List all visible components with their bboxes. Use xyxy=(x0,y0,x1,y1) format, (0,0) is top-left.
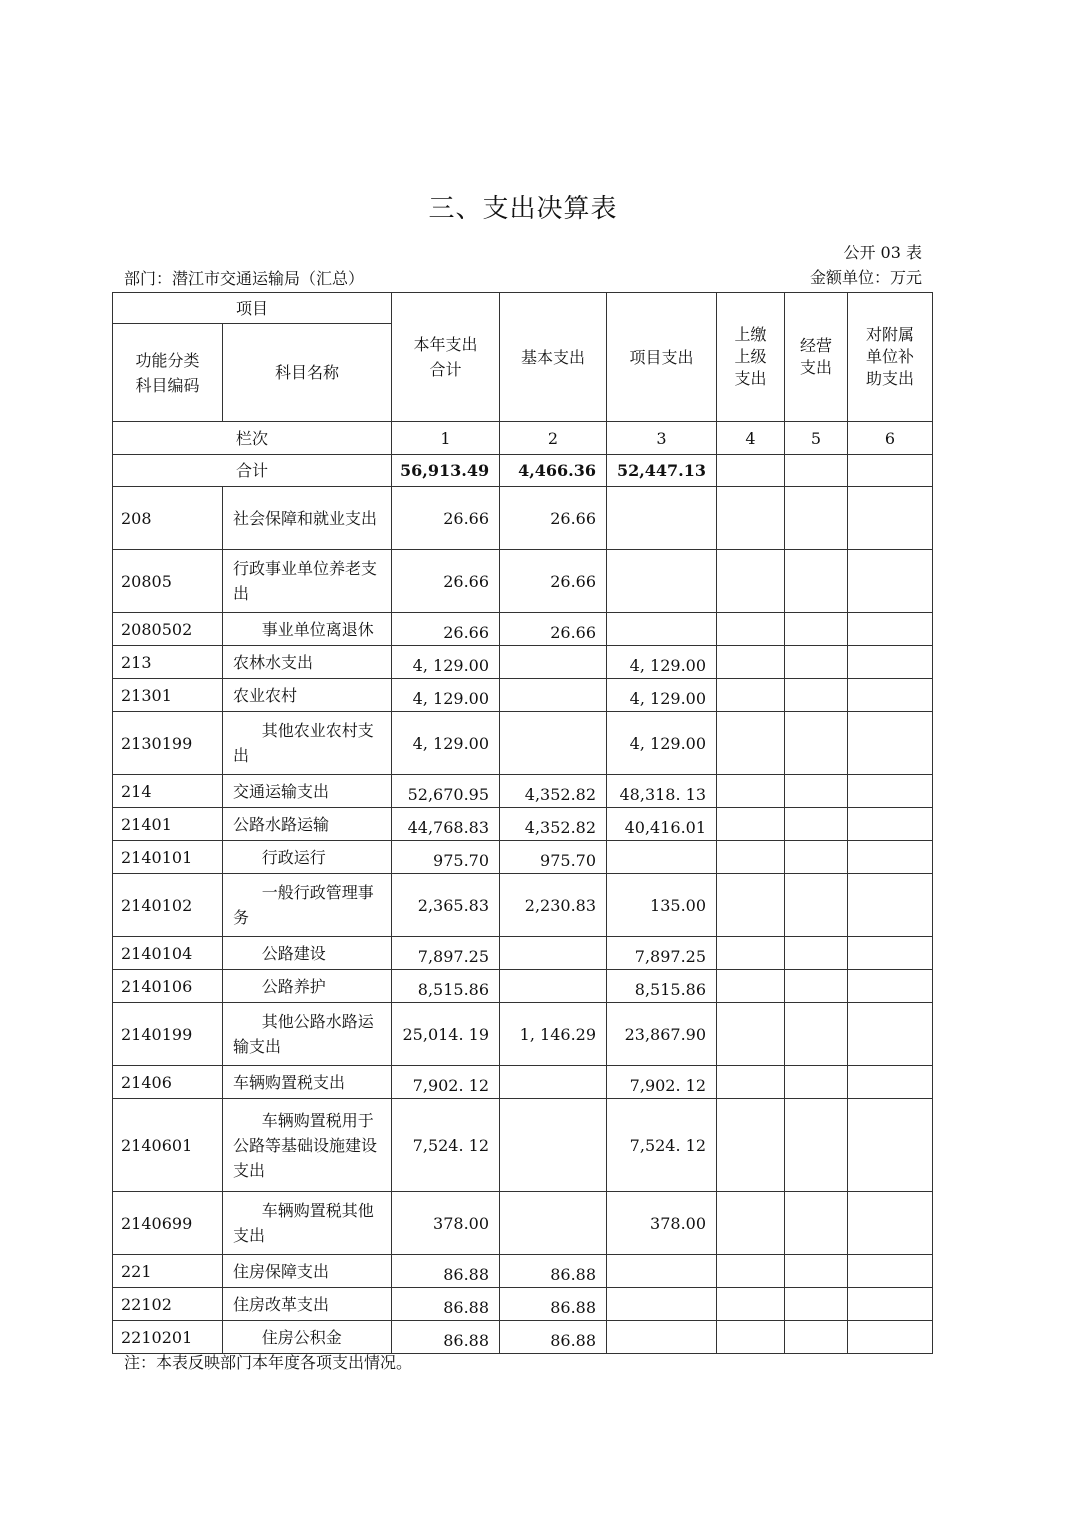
header-business: 经营 支出 xyxy=(785,293,848,422)
empty-cell xyxy=(848,550,933,613)
project-amount: 8,515.86 xyxy=(607,970,717,1003)
empty-cell xyxy=(785,970,848,1003)
table-row xyxy=(113,613,933,646)
empty-cell xyxy=(717,874,785,937)
total-amount: 26.66 xyxy=(392,487,500,550)
basic-amount: 4,352.82 xyxy=(500,808,607,841)
basic-amount: 26.66 xyxy=(500,487,607,550)
department-label: 部门：潜江市交通运输局（汇总） xyxy=(124,269,365,288)
empty-cell xyxy=(717,712,785,775)
table-row xyxy=(113,1255,933,1288)
basic-amount xyxy=(500,970,607,1003)
empty-cell xyxy=(785,613,848,646)
empty-cell xyxy=(717,1003,785,1066)
empty-cell xyxy=(848,808,933,841)
subject-code: 21301 xyxy=(113,679,223,712)
empty-cell xyxy=(717,841,785,874)
column-number: 3 xyxy=(607,422,717,455)
total-amount: 44,768.83 xyxy=(392,808,500,841)
empty-cell xyxy=(848,1288,933,1321)
table-row xyxy=(113,775,933,808)
total-amount: 86.88 xyxy=(392,1288,500,1321)
project-amount: 40,416.01 xyxy=(607,808,717,841)
empty-cell xyxy=(848,487,933,550)
basic-amount: 4,352.82 xyxy=(500,775,607,808)
empty-cell xyxy=(785,1288,848,1321)
subject-name: 车辆购置税支出 xyxy=(223,1066,392,1099)
project-amount: 4, 129.00 xyxy=(607,679,717,712)
subject-code: 2080502 xyxy=(113,613,223,646)
table-row xyxy=(113,1321,933,1354)
basic-amount: 86.88 xyxy=(500,1255,607,1288)
basic-amount: 975.70 xyxy=(500,841,607,874)
subject-name: 行政事业单位养老支出 xyxy=(223,550,392,613)
column-number-row xyxy=(113,422,933,455)
subject-name: 社会保障和就业支出 xyxy=(223,487,392,550)
project-amount xyxy=(607,841,717,874)
empty-cell xyxy=(848,1003,933,1066)
subject-name: 公路养护 xyxy=(223,970,392,1003)
total-amount: 7,902. 12 xyxy=(392,1066,500,1099)
subject-name: 行政运行 xyxy=(223,841,392,874)
empty-cell xyxy=(848,613,933,646)
header-upper: 上缴 上级 支出 xyxy=(717,293,785,422)
empty-cell xyxy=(717,937,785,970)
empty-cell xyxy=(848,937,933,970)
subject-code: 2140101 xyxy=(113,841,223,874)
table-row xyxy=(113,1066,933,1099)
total-amount: 4, 129.00 xyxy=(392,646,500,679)
basic-amount: 1, 146.29 xyxy=(500,1003,607,1066)
project-amount: 4, 129.00 xyxy=(607,712,717,775)
total-amount: 7,897.25 xyxy=(392,937,500,970)
total-amount: 56,913.49 xyxy=(392,455,500,487)
subject-name: 其他公路水路运输支出 xyxy=(223,1003,392,1066)
empty-cell xyxy=(848,841,933,874)
total-amount: 26.66 xyxy=(392,550,500,613)
basic-amount xyxy=(500,1099,607,1192)
subject-code: 2140104 xyxy=(113,937,223,970)
empty-cell xyxy=(717,1321,785,1354)
project-amount xyxy=(607,550,717,613)
empty-cell xyxy=(785,937,848,970)
basic-amount: 26.66 xyxy=(500,613,607,646)
empty-cell xyxy=(717,1192,785,1255)
subject-name: 车辆购置税用于公路等基础设施建设支出 xyxy=(223,1099,392,1192)
subject-code: 22102 xyxy=(113,1288,223,1321)
basic-amount xyxy=(500,679,607,712)
total-amount: 86.88 xyxy=(392,1321,500,1354)
empty-cell xyxy=(785,874,848,937)
table-row xyxy=(113,1288,933,1321)
empty-cell xyxy=(848,646,933,679)
table-row xyxy=(113,937,933,970)
expenditure-table xyxy=(112,292,933,1354)
empty-cell xyxy=(717,1066,785,1099)
project-amount: 7,902. 12 xyxy=(607,1066,717,1099)
basic-amount: 2,230.83 xyxy=(500,874,607,937)
empty-cell xyxy=(717,646,785,679)
subject-code: 2140601 xyxy=(113,1099,223,1192)
empty-cell xyxy=(785,1255,848,1288)
header-total: 本年支出 合计 xyxy=(392,293,500,422)
empty-cell xyxy=(717,1255,785,1288)
subject-name: 农林水支出 xyxy=(223,646,392,679)
form-number: 公开 03 表 xyxy=(843,243,922,262)
subject-code: 2140102 xyxy=(113,874,223,937)
empty-cell xyxy=(717,455,785,487)
basic-amount xyxy=(500,712,607,775)
total-amount: 975.70 xyxy=(392,841,500,874)
column-number: 1 xyxy=(392,422,500,455)
column-number: 6 xyxy=(848,422,933,455)
table-row xyxy=(113,1003,933,1066)
subject-code: 2130199 xyxy=(113,712,223,775)
empty-cell xyxy=(785,841,848,874)
total-amount: 378.00 xyxy=(392,1192,500,1255)
column-number: 4 xyxy=(717,422,785,455)
project-amount xyxy=(607,1255,717,1288)
basic-amount xyxy=(500,1066,607,1099)
empty-cell xyxy=(848,775,933,808)
subject-name: 公路水路运输 xyxy=(223,808,392,841)
subject-name: 事业单位离退休 xyxy=(223,613,392,646)
empty-cell xyxy=(848,1321,933,1354)
total-amount: 26.66 xyxy=(392,613,500,646)
basic-amount: 86.88 xyxy=(500,1321,607,1354)
table-row xyxy=(113,1099,933,1192)
header-code: 功能分类 科目编码 xyxy=(113,324,223,422)
table-row xyxy=(113,550,933,613)
empty-cell xyxy=(717,808,785,841)
total-amount: 4, 129.00 xyxy=(392,679,500,712)
column-number: 2 xyxy=(500,422,607,455)
project-amount xyxy=(607,1288,717,1321)
total-amount: 86.88 xyxy=(392,1255,500,1288)
subject-name: 车辆购置税其他支出 xyxy=(223,1192,392,1255)
empty-cell xyxy=(785,775,848,808)
table-row xyxy=(113,487,933,550)
total-amount: 8,515.86 xyxy=(392,970,500,1003)
header-basic: 基本支出 xyxy=(500,293,607,422)
subject-name: 农业农村 xyxy=(223,679,392,712)
table-row xyxy=(113,808,933,841)
project-amount: 378.00 xyxy=(607,1192,717,1255)
project-amount: 4, 129.00 xyxy=(607,646,717,679)
amount-unit-label: 金额单位：万元 xyxy=(809,268,922,287)
project-amount: 23,867.90 xyxy=(607,1003,717,1066)
footnote: 注：本表反映部门本年度各项支出情况。 xyxy=(124,1353,413,1372)
table-row xyxy=(113,874,933,937)
empty-cell xyxy=(848,455,933,487)
empty-cell xyxy=(848,1192,933,1255)
column-number: 5 xyxy=(785,422,848,455)
table-row xyxy=(113,679,933,712)
project-amount: 7,524. 12 xyxy=(607,1099,717,1192)
total-label: 合计 xyxy=(113,455,392,487)
empty-cell xyxy=(848,679,933,712)
total-amount: 52,670.95 xyxy=(392,775,500,808)
subject-code: 2210201 xyxy=(113,1321,223,1354)
table-row xyxy=(113,841,933,874)
total-amount: 2,365.83 xyxy=(392,874,500,937)
empty-cell xyxy=(785,646,848,679)
empty-cell xyxy=(785,808,848,841)
empty-cell xyxy=(717,775,785,808)
column-number-label: 栏次 xyxy=(113,422,392,455)
empty-cell xyxy=(848,970,933,1003)
header-subsidy: 对附属 单位补 助支出 xyxy=(848,293,933,422)
subject-code: 20805 xyxy=(113,550,223,613)
empty-cell xyxy=(717,1099,785,1192)
subject-code: 214 xyxy=(113,775,223,808)
subject-code: 2140699 xyxy=(113,1192,223,1255)
header-item: 项目 xyxy=(113,293,392,324)
empty-cell xyxy=(785,1066,848,1099)
basic-amount xyxy=(500,1192,607,1255)
empty-cell xyxy=(848,712,933,775)
subject-name: 公路建设 xyxy=(223,937,392,970)
total-basic: 4,466.36 xyxy=(500,455,607,487)
header-row-top xyxy=(113,293,933,324)
total-amount: 7,524. 12 xyxy=(392,1099,500,1192)
subject-code: 21401 xyxy=(113,808,223,841)
subject-name: 其他农业农村支出 xyxy=(223,712,392,775)
empty-cell xyxy=(785,550,848,613)
total-amount: 4, 129.00 xyxy=(392,712,500,775)
subject-code: 2140199 xyxy=(113,1003,223,1066)
project-amount: 7,897.25 xyxy=(607,937,717,970)
empty-cell xyxy=(717,679,785,712)
subject-code: 208 xyxy=(113,487,223,550)
subject-code: 21406 xyxy=(113,1066,223,1099)
empty-cell xyxy=(717,1288,785,1321)
subject-code: 2140106 xyxy=(113,970,223,1003)
empty-cell xyxy=(848,874,933,937)
header-name: 科目名称 xyxy=(223,324,392,422)
subject-name: 住房改革支出 xyxy=(223,1288,392,1321)
table-row xyxy=(113,970,933,1003)
header-project: 项目支出 xyxy=(607,293,717,422)
subject-name: 交通运输支出 xyxy=(223,775,392,808)
total-row xyxy=(113,455,933,487)
empty-cell xyxy=(785,487,848,550)
empty-cell xyxy=(785,455,848,487)
basic-amount: 26.66 xyxy=(500,550,607,613)
empty-cell xyxy=(848,1066,933,1099)
subject-name: 住房公积金 xyxy=(223,1321,392,1354)
empty-cell xyxy=(785,1003,848,1066)
total-amount: 25,014. 19 xyxy=(392,1003,500,1066)
subject-name: 住房保障支出 xyxy=(223,1255,392,1288)
empty-cell xyxy=(848,1099,933,1192)
empty-cell xyxy=(848,1255,933,1288)
empty-cell xyxy=(717,970,785,1003)
basic-amount xyxy=(500,937,607,970)
empty-cell xyxy=(717,487,785,550)
project-amount: 135.00 xyxy=(607,874,717,937)
project-amount xyxy=(607,487,717,550)
project-amount xyxy=(607,613,717,646)
empty-cell xyxy=(785,1321,848,1354)
table-row xyxy=(113,1192,933,1255)
basic-amount: 86.88 xyxy=(500,1288,607,1321)
table-row xyxy=(113,712,933,775)
subject-code: 213 xyxy=(113,646,223,679)
page-title: 三、支出决算表 xyxy=(428,194,618,224)
project-amount: 48,318. 13 xyxy=(607,775,717,808)
empty-cell xyxy=(785,712,848,775)
basic-amount xyxy=(500,646,607,679)
subject-name: 一般行政管理事务 xyxy=(223,874,392,937)
empty-cell xyxy=(785,679,848,712)
empty-cell xyxy=(785,1099,848,1192)
table-row xyxy=(113,646,933,679)
total-project: 52,447.13 xyxy=(607,455,717,487)
empty-cell xyxy=(785,1192,848,1255)
subject-code: 221 xyxy=(113,1255,223,1288)
empty-cell xyxy=(717,613,785,646)
project-amount xyxy=(607,1321,717,1354)
empty-cell xyxy=(717,550,785,613)
